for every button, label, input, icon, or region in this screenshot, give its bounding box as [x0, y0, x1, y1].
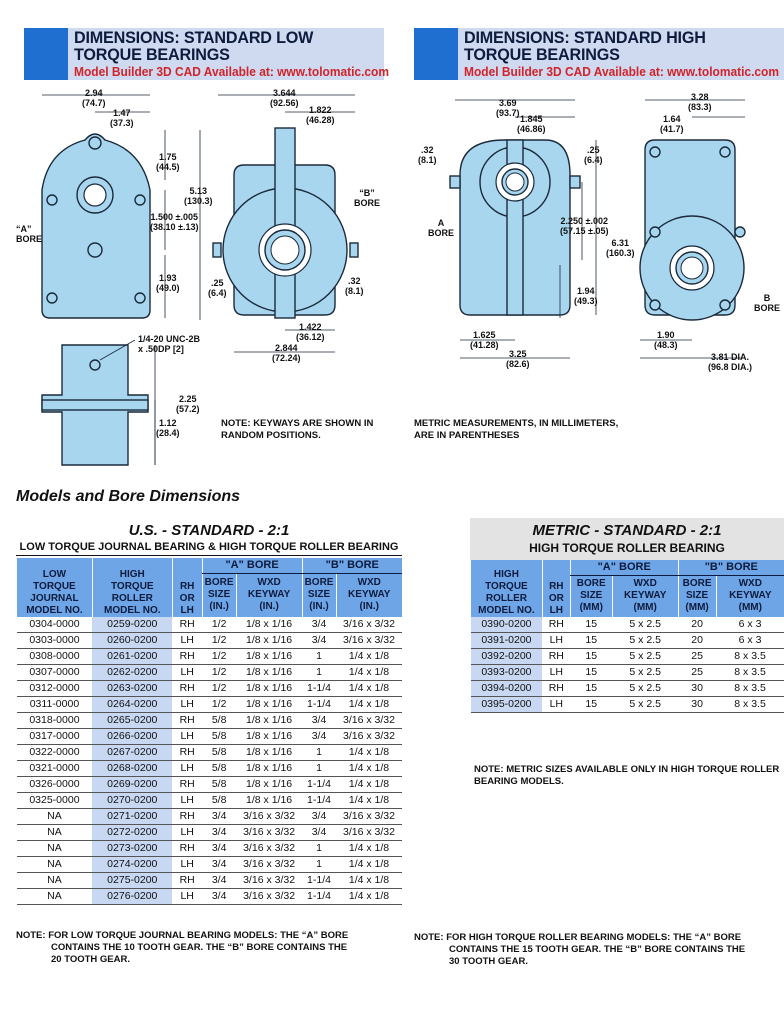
- table-cell: 1-1/4: [302, 681, 336, 697]
- table-cell: 1/4 x 1/8: [336, 681, 402, 697]
- table-cell: LH: [172, 857, 202, 873]
- table-cell: 1/2: [202, 617, 236, 633]
- col-a-keyway: WXD KEYWAY (MM): [612, 575, 678, 617]
- header-title-line1: DIMENSIONS: STANDARD HIGH: [464, 28, 706, 47]
- cad-link-text[interactable]: Model Builder 3D CAD Available at: www.tolomatic.com: [464, 64, 779, 79]
- note-low-torque-gears: NOTE: FOR LOW TORQUE JOURNAL BEARING MODELS: THE “A” BORE CONTAINS THE 10 TOOTH GEAR. THE “B” BORE CONTAINS THE 20 TOOTH GEAR.: [16, 930, 349, 965]
- col-high-torque: HIGH TORQUE ROLLER MODEL NO.: [471, 560, 543, 617]
- table-cell: 3/16 x 3/32: [236, 841, 302, 857]
- table-row: [17, 889, 403, 905]
- us-table-title: U.S. - STANDARD - 2:1: [128, 522, 290, 539]
- table-cell: 3/16 x 3/32: [336, 617, 402, 633]
- table-cell: 0262-0200: [92, 665, 172, 681]
- table-cell: 15: [570, 617, 612, 633]
- table-cell: 1/2: [202, 697, 236, 713]
- table-cell: 1/8 x 1/16: [236, 729, 302, 745]
- note-high-torque-gears: NOTE: FOR HIGH TORQUE ROLLER BEARING MODELS: THE “A” BORE CONTAINS THE 15 TOOTH GEAR. THE “B” BORE CONTAINS THE 30 TOOTH GEAR.: [414, 932, 746, 967]
- table-row: [17, 793, 403, 809]
- table-cell: 3/4: [202, 841, 236, 857]
- table-cell: 1: [302, 841, 336, 857]
- table-cell: 0325-0000: [17, 793, 93, 809]
- table-cell: 8 x 3.5: [716, 649, 784, 665]
- cad-link-text[interactable]: Model Builder 3D CAD Available at: www.tolomatic.com: [74, 64, 389, 79]
- high-torque-side-view: [640, 100, 745, 358]
- table-cell: 3/16 x 3/32: [236, 857, 302, 873]
- b-bore-label: “B” BORE: [354, 188, 381, 208]
- table-cell: 1/8 x 1/16: [236, 649, 302, 665]
- table-cell: 8 x 3.5: [716, 681, 784, 697]
- table-cell: 3/4: [302, 825, 336, 841]
- table-cell: 1/8 x 1/16: [236, 617, 302, 633]
- table-cell: 0317-0000: [17, 729, 93, 745]
- table-cell: 5 x 2.5: [612, 665, 678, 681]
- table-cell: 0267-0200: [92, 745, 172, 761]
- table-row: [17, 761, 403, 777]
- table-cell: 0272-0200: [92, 825, 172, 841]
- table-cell: 0311-0000: [17, 697, 93, 713]
- table-cell: 1/2: [202, 649, 236, 665]
- table-cell: 1: [302, 761, 336, 777]
- col-a-bore-size: BORE SIZE (IN.): [202, 573, 236, 617]
- table-cell: LH: [172, 889, 202, 905]
- col-rh-lh: RH OR LH: [542, 560, 570, 617]
- table-cell: 0259-0200: [92, 617, 172, 633]
- table-row: [17, 617, 403, 633]
- dim-half-width: 1.845 (46.86): [517, 114, 546, 134]
- table-cell: 1/8 x 1/16: [236, 633, 302, 649]
- table-cell: 3/16 x 3/32: [236, 889, 302, 905]
- table-cell: 0391-0200: [471, 633, 543, 649]
- table-cell: RH: [172, 713, 202, 729]
- dim-lower-height: 1.93 (49.0): [156, 273, 180, 293]
- header-title-line1: DIMENSIONS: STANDARD LOW: [74, 28, 314, 47]
- table-cell: 3/16 x 3/32: [336, 729, 402, 745]
- table-cell: 1/2: [202, 633, 236, 649]
- dim-bore-center: 1.500 ±.005 (38.10 ±.13): [150, 212, 199, 232]
- table-cell: 3/4: [302, 633, 336, 649]
- table-row: [17, 777, 403, 793]
- table-cell: 3/16 x 3/32: [336, 633, 402, 649]
- dim-side-width: 3.28 (83.3): [688, 92, 712, 112]
- table-row: [17, 809, 403, 825]
- dim-overall-height: 6.31 (160.3): [606, 238, 635, 258]
- us-table-subtitle: LOW TORQUE JOURNAL BEARING & HIGH TORQUE ROLLER BEARING: [16, 541, 402, 556]
- table-cell: 1/4 x 1/8: [336, 761, 402, 777]
- table-row: [17, 729, 403, 745]
- table-cell: NA: [17, 873, 93, 889]
- table-cell: 8 x 3.5: [716, 665, 784, 681]
- table-cell: 1/4 x 1/8: [336, 857, 402, 873]
- dim-left-boss: .25 (6.4): [208, 278, 227, 298]
- table-cell: 15: [570, 697, 612, 713]
- table-cell: 15: [570, 649, 612, 665]
- table-cell: 0274-0200: [92, 857, 172, 873]
- table-cell: 3/16 x 3/32: [236, 809, 302, 825]
- table-cell: LH: [172, 697, 202, 713]
- low-torque-bottom-view: [42, 340, 155, 465]
- dim-base-width: 2.844 (72.24): [272, 343, 301, 363]
- metric-bore-table: [470, 560, 784, 713]
- tap-callout: 1/4-20 UNC-2B x .50DP [2]: [138, 334, 201, 354]
- table-cell: RH: [172, 649, 202, 665]
- col-a-keyway: WXD KEYWAY (IN.): [236, 573, 302, 617]
- table-cell: 1/8 x 1/16: [236, 745, 302, 761]
- table-cell: RH: [172, 745, 202, 761]
- table-cell: 1: [302, 857, 336, 873]
- table-row: [17, 841, 403, 857]
- table-cell: 1: [302, 649, 336, 665]
- table-cell: 0303-0000: [17, 633, 93, 649]
- table-cell: 5/8: [202, 793, 236, 809]
- dim-top-offset: 1.75 (44.5): [156, 152, 180, 172]
- table-cell: 1/4 x 1/8: [336, 697, 402, 713]
- us-bore-table: [16, 558, 402, 905]
- col-b-bore-size: BORE SIZE (IN.): [302, 573, 336, 617]
- table-cell: 0312-0000: [17, 681, 93, 697]
- table-cell: 5/8: [202, 713, 236, 729]
- table-cell: 1/4 x 1/8: [336, 649, 402, 665]
- table-cell: 0276-0200: [92, 889, 172, 905]
- table-cell: NA: [17, 841, 93, 857]
- table-row: [17, 857, 403, 873]
- table-row: [17, 697, 403, 713]
- table-row: [17, 633, 403, 649]
- header-title-line2: TORQUE BEARINGS: [464, 45, 620, 64]
- table-cell: RH: [172, 777, 202, 793]
- table-row: [471, 665, 784, 681]
- dim-half-width: 1.47 (37.3): [110, 108, 134, 128]
- table-cell: 1/8 x 1/16: [236, 777, 302, 793]
- table-cell: 25: [678, 665, 716, 681]
- col-b-bore-size: BORE SIZE (MM): [678, 575, 716, 617]
- col-high-torque: HIGH TORQUE ROLLER MODEL NO.: [92, 558, 172, 617]
- table-cell: 3/16 x 3/32: [236, 873, 302, 889]
- a-bore-label: A BORE: [428, 218, 455, 238]
- table-cell: 5/8: [202, 777, 236, 793]
- table-cell: 5 x 2.5: [612, 649, 678, 665]
- dim-right-boss: .32 (8.1): [345, 276, 364, 296]
- table-cell: 3/16 x 3/32: [336, 713, 402, 729]
- note-keyways: NOTE: KEYWAYS ARE SHOWN IN RANDOM POSITIONS.: [221, 418, 374, 441]
- a-bore-label: “A” BORE: [16, 224, 43, 244]
- table-cell: NA: [17, 809, 93, 825]
- table-cell: 1: [302, 745, 336, 761]
- note-metric-mm: METRIC MEASUREMENTS, IN MILLIMETERS, ARE IN PARENTHESES: [414, 418, 619, 441]
- section-title: Models and Bore Dimensions: [16, 488, 241, 505]
- table-row: [17, 713, 403, 729]
- table-cell: 5/8: [202, 761, 236, 777]
- table-cell: 3/4: [202, 825, 236, 841]
- dim-side-half: 1.64 (41.7): [660, 114, 684, 134]
- b-bore-label: B BORE: [754, 293, 781, 313]
- table-row: [471, 681, 784, 697]
- table-row: [471, 649, 784, 665]
- table-row: [17, 825, 403, 841]
- table-row: [17, 649, 403, 665]
- group-a-bore: "A" BORE: [570, 560, 678, 575]
- table-cell: 25: [678, 649, 716, 665]
- table-cell: 1/8 x 1/16: [236, 761, 302, 777]
- table-cell: 5 x 2.5: [612, 697, 678, 713]
- table-cell: 0304-0000: [17, 617, 93, 633]
- table-cell: RH: [172, 681, 202, 697]
- table-cell: 0321-0000: [17, 761, 93, 777]
- col-b-keyway: WXD KEYWAY (IN.): [336, 573, 402, 617]
- table-cell: 0264-0200: [92, 697, 172, 713]
- note-metric-only: NOTE: METRIC SIZES AVAILABLE ONLY IN HIGH TORQUE ROLLER BEARING MODELS.: [474, 764, 780, 787]
- metric-table-subtitle: HIGH TORQUE ROLLER BEARING: [529, 541, 725, 555]
- dim-overall-width: 3.69 (93.7): [496, 98, 520, 118]
- table-cell: LH: [172, 825, 202, 841]
- table-cell: 1/8 x 1/16: [236, 665, 302, 681]
- table-cell: LH: [542, 697, 570, 713]
- table-cell: 0261-0200: [92, 649, 172, 665]
- table-cell: 3/4: [302, 617, 336, 633]
- table-cell: LH: [542, 633, 570, 649]
- table-cell: 5 x 2.5: [612, 633, 678, 649]
- table-cell: RH: [542, 617, 570, 633]
- table-cell: LH: [172, 665, 202, 681]
- table-cell: 0260-0200: [92, 633, 172, 649]
- table-row: [17, 681, 403, 697]
- table-cell: 0318-0000: [17, 713, 93, 729]
- table-cell: 1-1/4: [302, 889, 336, 905]
- table-cell: RH: [172, 873, 202, 889]
- col-b-keyway: WXD KEYWAY (MM): [716, 575, 784, 617]
- table-cell: 3/4: [202, 889, 236, 905]
- dim-diameter: 3.81 DIA. (96.8 DIA.): [708, 352, 753, 372]
- table-cell: LH: [172, 729, 202, 745]
- table-cell: 0392-0200: [471, 649, 543, 665]
- table-cell: 0268-0200: [92, 761, 172, 777]
- table-cell: 3/16 x 3/32: [336, 825, 402, 841]
- table-cell: NA: [17, 825, 93, 841]
- table-cell: 0269-0200: [92, 777, 172, 793]
- table-cell: 15: [570, 681, 612, 697]
- dim-right-boss: .25 (6.4): [584, 145, 603, 165]
- table-cell: 1/2: [202, 681, 236, 697]
- table-cell: 8 x 3.5: [716, 697, 784, 713]
- table-cell: LH: [172, 633, 202, 649]
- table-cell: 1/8 x 1/16: [236, 793, 302, 809]
- col-a-bore-size: BORE SIZE (MM): [570, 575, 612, 617]
- dim-overall-width: 2.94 (74.7): [82, 88, 106, 108]
- table-cell: 0307-0000: [17, 665, 93, 681]
- dim-base-half: 1.625 (41.28): [470, 330, 499, 350]
- table-cell: 0390-0200: [471, 617, 543, 633]
- table-cell: 30: [678, 681, 716, 697]
- table-cell: 0266-0200: [92, 729, 172, 745]
- table-cell: 3/16 x 3/32: [236, 825, 302, 841]
- table-cell: 1-1/4: [302, 697, 336, 713]
- table-cell: 0263-0200: [92, 681, 172, 697]
- table-cell: 1/4 x 1/8: [336, 841, 402, 857]
- table-cell: 0395-0200: [471, 697, 543, 713]
- table-cell: 1/8 x 1/16: [236, 713, 302, 729]
- table-cell: 0265-0200: [92, 713, 172, 729]
- table-cell: 3/4: [202, 857, 236, 873]
- table-cell: 0270-0200: [92, 793, 172, 809]
- table-cell: 1/4 x 1/8: [336, 793, 402, 809]
- table-cell: 1/4 x 1/8: [336, 889, 402, 905]
- table-cell: 1-1/4: [302, 793, 336, 809]
- dim-base-half: 1.422 (36.12): [296, 322, 325, 342]
- table-cell: NA: [17, 857, 93, 873]
- table-cell: LH: [172, 793, 202, 809]
- table-cell: 1/4 x 1/8: [336, 745, 402, 761]
- table-cell: 3/4: [302, 809, 336, 825]
- table-cell: 0271-0200: [92, 809, 172, 825]
- low-torque-side-view: [213, 95, 358, 352]
- table-cell: RH: [172, 617, 202, 633]
- dim-bore-offset: 1.90 (48.3): [654, 330, 678, 350]
- table-cell: 1/4 x 1/8: [336, 873, 402, 889]
- table-cell: 0273-0200: [92, 841, 172, 857]
- table-cell: 30: [678, 697, 716, 713]
- table-row: [471, 617, 784, 633]
- col-rh-lh: RH OR LH: [172, 558, 202, 617]
- table-cell: 6 x 3: [716, 633, 784, 649]
- table-cell: 0322-0000: [17, 745, 93, 761]
- table-cell: 5 x 2.5: [612, 617, 678, 633]
- table-cell: 0393-0200: [471, 665, 543, 681]
- dim-side-width: 3.644 (92.56): [270, 88, 299, 108]
- table-cell: 1/2: [202, 665, 236, 681]
- table-cell: 3/16 x 3/32: [336, 809, 402, 825]
- metric-table-body: [471, 617, 784, 713]
- table-cell: 20: [678, 617, 716, 633]
- table-row: [471, 697, 784, 713]
- table-cell: 1/4 x 1/8: [336, 665, 402, 681]
- header-title-line2: TORQUE BEARINGS: [74, 45, 230, 64]
- dim-side-half: 1.822 (46.28): [306, 105, 335, 125]
- dim-bottom-height: 2.25 (57.2): [176, 394, 200, 414]
- table-cell: RH: [172, 841, 202, 857]
- table-cell: 1: [302, 665, 336, 681]
- table-row: [17, 873, 403, 889]
- table-cell: 1-1/4: [302, 873, 336, 889]
- table-cell: 6 x 3: [716, 617, 784, 633]
- dim-left-boss: .32 (8.1): [418, 145, 437, 165]
- group-b-bore: "B" BORE: [678, 560, 784, 575]
- table-cell: 3/4: [202, 873, 236, 889]
- table-cell: 5/8: [202, 729, 236, 745]
- table-cell: RH: [542, 681, 570, 697]
- table-cell: LH: [172, 761, 202, 777]
- table-cell: 20: [678, 633, 716, 649]
- table-cell: 1/4 x 1/8: [336, 777, 402, 793]
- table-cell: 3/4: [302, 713, 336, 729]
- table-cell: 3/4: [302, 729, 336, 745]
- table-row: [17, 745, 403, 761]
- us-table-body: [17, 617, 403, 905]
- table-cell: 1/8 x 1/16: [236, 697, 302, 713]
- technical-drawings: [0, 0, 784, 480]
- table-cell: 1-1/4: [302, 777, 336, 793]
- dim-overall-height: 5.13 (130.3): [184, 186, 213, 206]
- group-a-bore: "A" BORE: [202, 558, 302, 573]
- table-cell: 0394-0200: [471, 681, 543, 697]
- table-cell: RH: [542, 649, 570, 665]
- table-cell: 15: [570, 633, 612, 649]
- group-b-bore: "B" BORE: [302, 558, 402, 573]
- dim-bottom-half: 1.12 (28.4): [156, 418, 180, 438]
- table-row: [17, 665, 403, 681]
- metric-table-title: METRIC - STANDARD - 2:1: [532, 522, 722, 539]
- table-cell: 0275-0200: [92, 873, 172, 889]
- col-low-torque: LOW TORQUE JOURNAL MODEL NO.: [17, 558, 93, 617]
- dim-base-width: 3.25 (82.6): [506, 349, 530, 369]
- dim-bore-center: 2.250 ±.002 (57.15 ±.05): [560, 216, 609, 236]
- dim-lower-height: 1.94 (49.3): [574, 286, 598, 306]
- table-cell: LH: [542, 665, 570, 681]
- table-cell: NA: [17, 889, 93, 905]
- table-cell: 0326-0000: [17, 777, 93, 793]
- table-cell: 0308-0000: [17, 649, 93, 665]
- table-cell: 1/8 x 1/16: [236, 681, 302, 697]
- table-cell: RH: [172, 809, 202, 825]
- table-cell: 3/4: [202, 809, 236, 825]
- table-cell: 15: [570, 665, 612, 681]
- table-cell: 5 x 2.5: [612, 681, 678, 697]
- table-row: [471, 633, 784, 649]
- table-cell: 5/8: [202, 745, 236, 761]
